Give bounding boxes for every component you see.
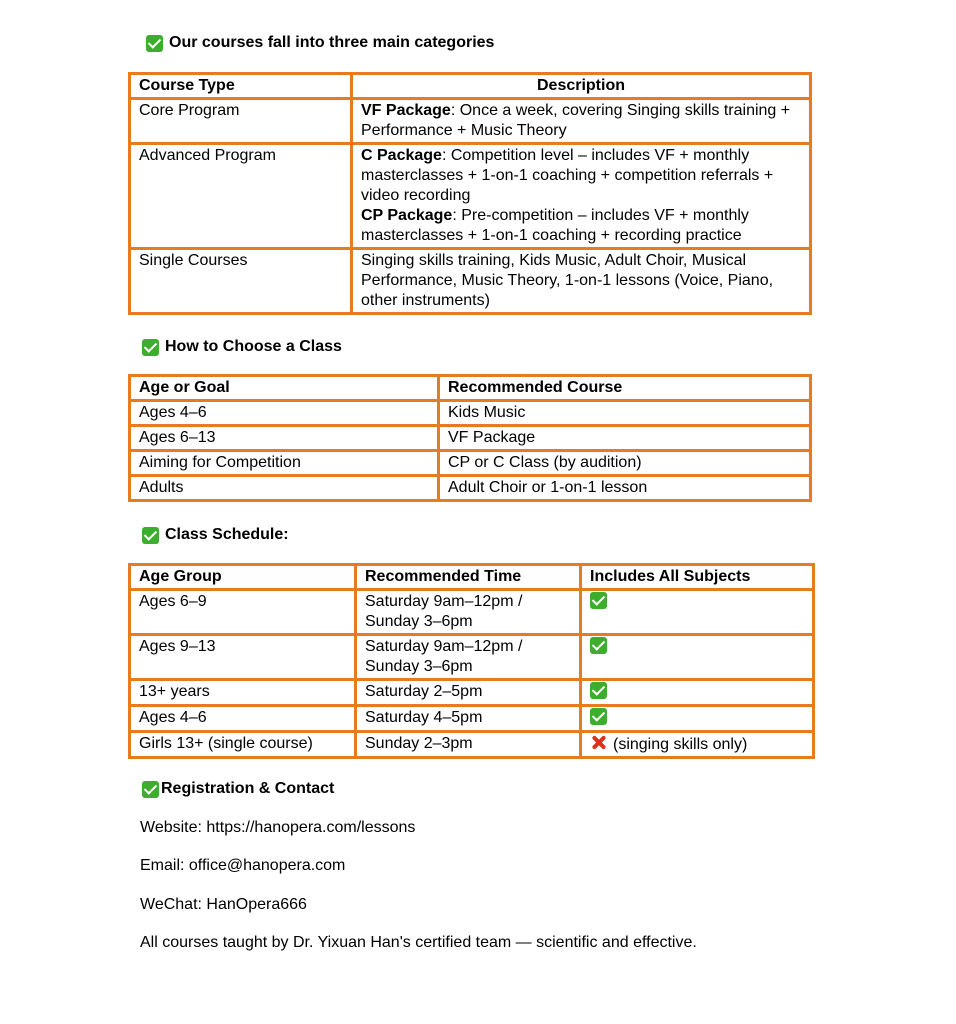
includes-note: (singing skills only)	[613, 736, 748, 753]
table-header-row	[131, 566, 812, 588]
section-heading-choose-class	[142, 338, 342, 356]
course-types-table	[128, 72, 812, 315]
course-type-cell: Core Program	[131, 100, 350, 142]
age-goal-cell: Ages 6–13	[131, 427, 437, 449]
check-mark-icon	[590, 637, 607, 654]
description-cell	[353, 145, 809, 247]
choose-class-table	[128, 374, 812, 502]
heading-text: Registration & Contact	[161, 780, 335, 797]
table-row	[131, 591, 812, 633]
recommended-course-cell: Kids Music	[440, 402, 809, 424]
table-row	[131, 707, 812, 730]
header-age-goal: Age or Goal	[131, 377, 437, 399]
table-header-row	[131, 377, 809, 399]
check-mark-icon	[142, 527, 159, 544]
time-cell: Sunday 2–3pm	[357, 733, 579, 756]
header-includes-all: Includes All Subjects	[582, 566, 812, 588]
age-goal-cell: Adults	[131, 477, 437, 499]
team-note: All courses taught by Dr. Yixuan Han's certified team — scientific and effective.	[140, 934, 697, 951]
check-mark-icon	[142, 339, 159, 356]
package-detail: : Competition level – includes VF + monthly masterclasses + 1-on-1 coaching + competition referrals + video recording	[361, 147, 774, 204]
course-type-cell: Advanced Program	[131, 145, 350, 247]
package-detail: Singing skills training, Kids Music, Adult Choir, Musical Performance, Music Theory, 1-on-1 lessons (Voice, Piano, other instruments)	[361, 252, 774, 309]
age-goal-cell: Ages 4–6	[131, 402, 437, 424]
package-name: VF Package	[361, 102, 451, 119]
table-row	[131, 477, 809, 499]
table-row	[131, 402, 809, 424]
table-row	[131, 636, 812, 678]
course-type-cell: Single Courses	[131, 250, 350, 312]
section-heading-schedule	[142, 526, 289, 544]
email-line: Email: office@hanopera.com	[140, 857, 346, 874]
package-detail: : Pre-competition – includes VF + monthly masterclasses + 1-on-1 coaching + recording practice	[361, 207, 749, 244]
includes-cell	[582, 591, 812, 633]
check-mark-icon	[590, 682, 607, 699]
header-recommended-time: Recommended Time	[357, 566, 579, 588]
recommended-course-cell: Adult Choir or 1-on-1 lesson	[440, 477, 809, 499]
age-group-cell: Ages 6–9	[131, 591, 354, 633]
table-row	[131, 250, 809, 312]
schedule-table	[128, 563, 815, 759]
time-cell: Saturday 4–5pm	[357, 707, 579, 730]
website-line: Website: https://hanopera.com/lessons	[140, 819, 416, 836]
time-cell: Saturday 2–5pm	[357, 681, 579, 704]
package-name: CP Package	[361, 207, 453, 224]
time-cell: Saturday 9am–12pm / Sunday 3–6pm	[357, 636, 579, 678]
table-row	[131, 452, 809, 474]
wechat-line: WeChat: HanOpera666	[140, 896, 307, 913]
description-item	[361, 101, 801, 141]
package-name: C Package	[361, 147, 442, 164]
age-group-cell: 13+ years	[131, 681, 354, 704]
description-item	[361, 206, 801, 246]
header-description: Description	[353, 75, 809, 97]
check-mark-icon	[590, 708, 607, 725]
cross-mark-icon	[590, 734, 607, 751]
check-mark-icon	[142, 781, 159, 798]
description-item	[361, 251, 801, 311]
table-row	[131, 100, 809, 142]
includes-cell	[582, 636, 812, 678]
table-row	[131, 681, 812, 704]
heading-text: Class Schedule:	[165, 526, 289, 543]
time-cell: Saturday 9am–12pm / Sunday 3–6pm	[357, 591, 579, 633]
description-item	[361, 146, 801, 206]
section-heading-registration	[142, 780, 334, 798]
heading-text: Our courses fall into three main categories	[169, 34, 495, 51]
recommended-course-cell: VF Package	[440, 427, 809, 449]
table-row	[131, 427, 809, 449]
header-recommended-course: Recommended Course	[440, 377, 809, 399]
includes-cell	[582, 733, 812, 756]
table-row	[131, 145, 809, 247]
package-detail: : Once a week, covering Singing skills training + Performance + Music Theory	[361, 102, 791, 139]
check-mark-icon	[146, 35, 163, 52]
header-age-group: Age Group	[131, 566, 354, 588]
includes-cell	[582, 707, 812, 730]
section-heading-categories	[146, 34, 494, 52]
age-group-cell: Ages 9–13	[131, 636, 354, 678]
age-group-cell: Girls 13+ (single course)	[131, 733, 354, 756]
check-mark-icon	[590, 592, 607, 609]
table-header-row	[131, 75, 809, 97]
heading-text: How to Choose a Class	[165, 338, 342, 355]
age-goal-cell: Aiming for Competition	[131, 452, 437, 474]
age-group-cell: Ages 4–6	[131, 707, 354, 730]
description-cell	[353, 100, 809, 142]
includes-cell	[582, 681, 812, 704]
table-row	[131, 733, 812, 756]
header-course-type: Course Type	[131, 75, 350, 97]
description-cell	[353, 250, 809, 312]
recommended-course-cell: CP or C Class (by audition)	[440, 452, 809, 474]
